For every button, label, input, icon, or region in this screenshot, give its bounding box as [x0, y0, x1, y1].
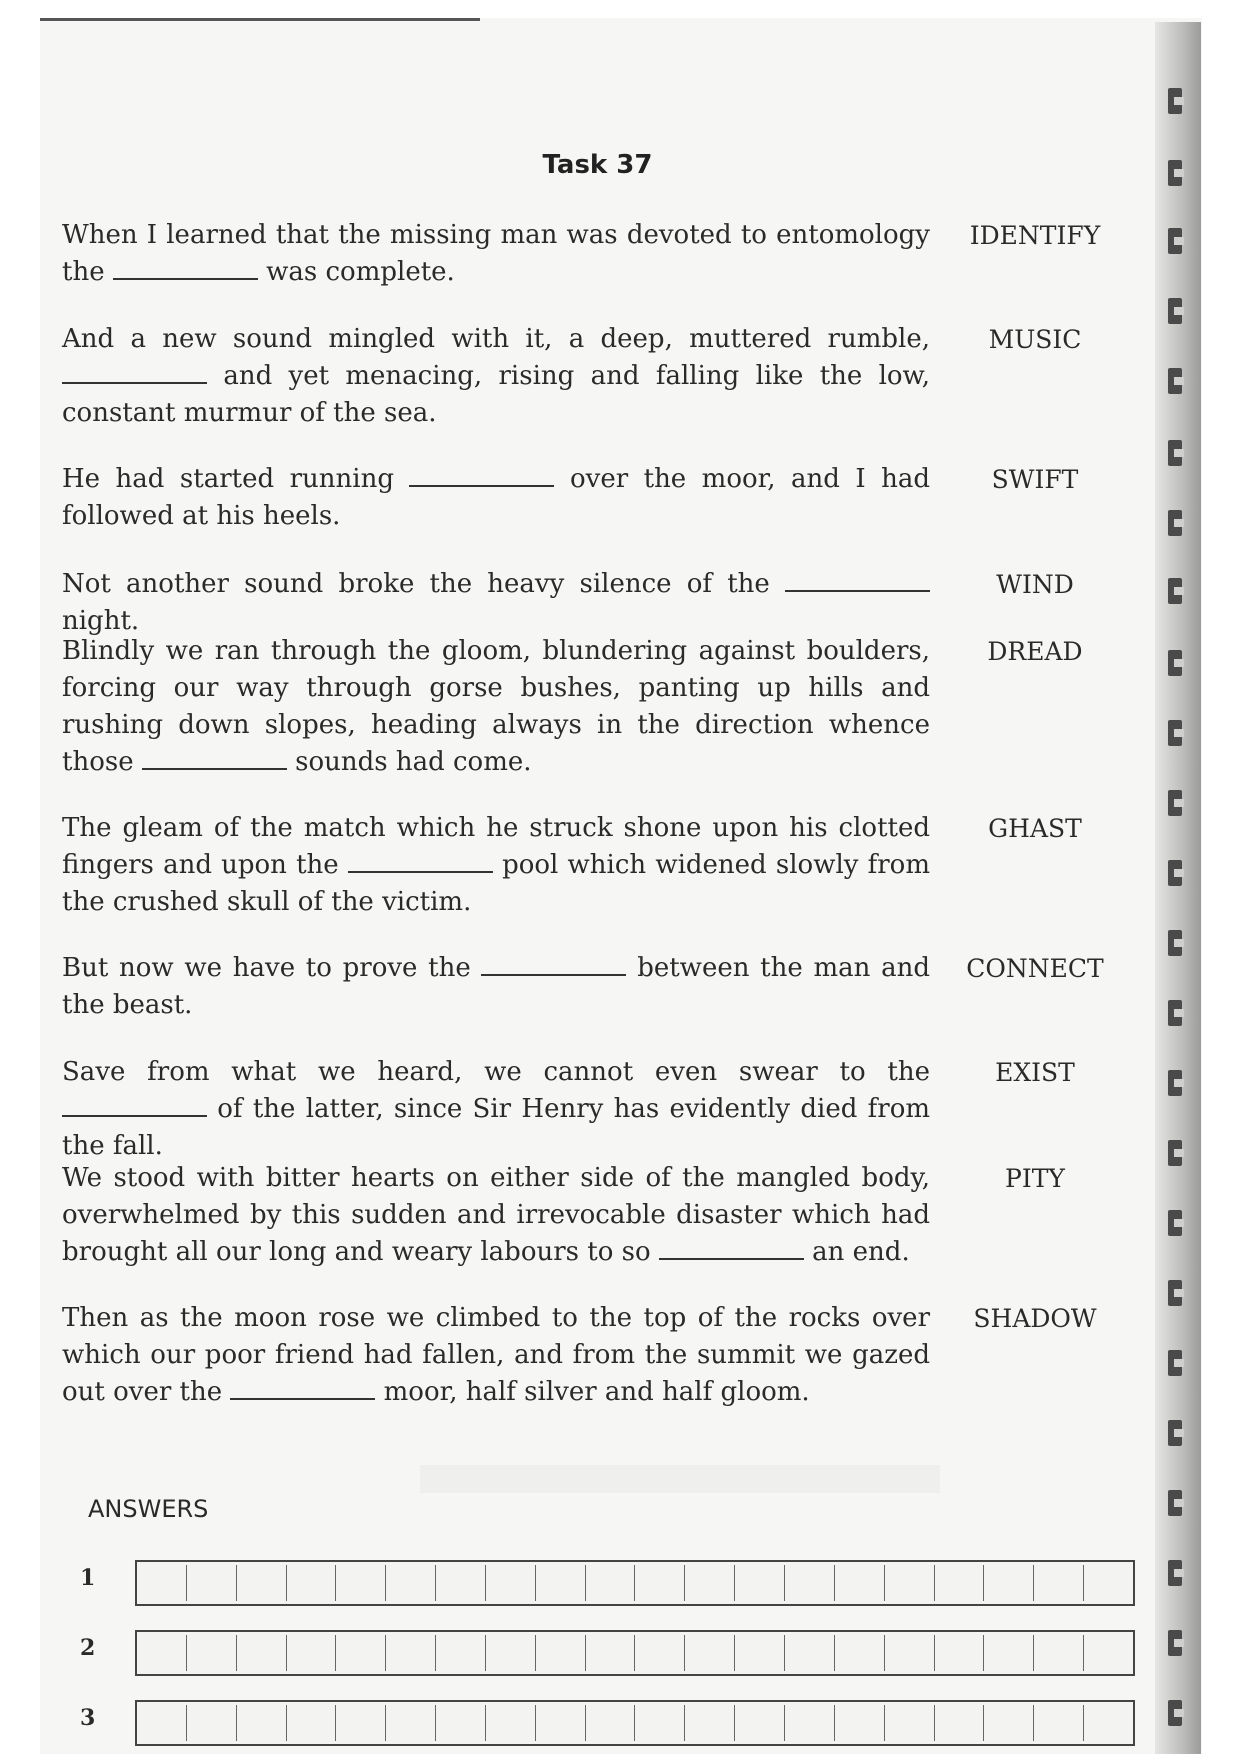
exercise-item-5: Blindly we ran through the gloom, blundering against boulders, forcing our way through gorse bushes, panting up hills and rushing down slopes, heading always in the direction whence those sounds had come.: [62, 636, 930, 777]
spiral-ring: [1168, 1210, 1182, 1236]
answer-cell[interactable]: [137, 1565, 187, 1601]
answer-cell[interactable]: [835, 1565, 885, 1601]
spiral-ring: [1168, 298, 1182, 324]
answer-cell[interactable]: [785, 1565, 835, 1601]
spiral-ring: [1168, 88, 1182, 114]
answer-cell[interactable]: [187, 1705, 237, 1741]
answer-cell[interactable]: [436, 1565, 486, 1601]
answer-cell[interactable]: [935, 1705, 985, 1741]
answer-cell[interactable]: [237, 1565, 287, 1601]
answer-cell[interactable]: [935, 1565, 985, 1601]
spiral-ring: [1168, 368, 1182, 394]
spiral-ring: [1168, 1070, 1182, 1096]
answer-cell[interactable]: [386, 1705, 436, 1741]
spiral-ring: [1168, 1700, 1182, 1726]
answer-cell[interactable]: [187, 1635, 237, 1671]
answer-gap: [62, 362, 207, 384]
answer-gap: [659, 1238, 804, 1260]
exercise-item-8: Save from what we heard, we cannot even swear to the of the latter, since Sir Henry has evidently died from the fall.: [62, 1057, 930, 1161]
answer-gap: [409, 465, 554, 487]
answer-cell[interactable]: [287, 1635, 337, 1671]
exercise-item-3: He had started running over the moor, and I had followed at his heels.: [62, 464, 930, 531]
answer-gap: [62, 1095, 207, 1117]
answer-cell[interactable]: [137, 1635, 187, 1671]
answer-grid-1[interactable]: [135, 1560, 1135, 1606]
answer-cell[interactable]: [785, 1635, 835, 1671]
spiral-ring: [1168, 1630, 1182, 1656]
exercise-item-6: The gleam of the match which he struck shone upon his clotted fingers and upon the pool which widened slowly from the crushed skull of the victim.: [62, 813, 930, 917]
answer-cell[interactable]: [1084, 1635, 1133, 1671]
answer-cell[interactable]: [486, 1565, 536, 1601]
answer-grid-2[interactable]: [135, 1630, 1135, 1676]
answer-cell[interactable]: [984, 1565, 1034, 1601]
answers-heading: ANSWERS: [88, 1495, 209, 1523]
answer-cell[interactable]: [336, 1565, 386, 1601]
answer-cell[interactable]: [685, 1635, 735, 1671]
spiral-ring: [1168, 1560, 1182, 1586]
answer-cell[interactable]: [635, 1635, 685, 1671]
answer-row-number: 2: [80, 1635, 96, 1661]
answer-cell[interactable]: [536, 1565, 586, 1601]
answer-cell[interactable]: [835, 1635, 885, 1671]
answer-cell[interactable]: [536, 1635, 586, 1671]
answer-cell[interactable]: [187, 1565, 237, 1601]
spiral-ring: [1168, 860, 1182, 886]
answer-gap: [113, 258, 258, 280]
answer-cell[interactable]: [287, 1565, 337, 1601]
keyword-5: DREAD: [987, 637, 1083, 666]
answer-cell[interactable]: [635, 1565, 685, 1601]
answer-cell[interactable]: [486, 1635, 536, 1671]
answer-cell[interactable]: [685, 1705, 735, 1741]
answer-cell[interactable]: [237, 1705, 287, 1741]
answer-row-number: 1: [80, 1565, 96, 1591]
exercise-item-10: Then as the moon rose we climbed to the top of the rocks over which our poor friend had fallen, and from the summit we gazed out over the moor, half silver and half gloom.: [62, 1303, 930, 1407]
spiral-ring: [1168, 1350, 1182, 1376]
spiral-ring: [1168, 228, 1182, 254]
answer-cell[interactable]: [1034, 1705, 1084, 1741]
keyword-2: MUSIC: [988, 325, 1082, 354]
keyword-3: SWIFT: [991, 465, 1079, 494]
answer-cell[interactable]: [586, 1705, 636, 1741]
answer-cell[interactable]: [536, 1705, 586, 1741]
keyword-7: CONNECT: [966, 954, 1104, 983]
keyword-6: GHAST: [988, 814, 1082, 843]
answer-cell[interactable]: [336, 1705, 386, 1741]
keyword-1: IDENTIFY: [969, 221, 1101, 250]
answer-cell[interactable]: [287, 1705, 337, 1741]
answer-cell[interactable]: [885, 1565, 935, 1601]
exercise-item-2: And a new sound mingled with it, a deep, muttered rumble, and yet menacing, rising and falling like the low, constant murmur of the sea.: [62, 324, 930, 428]
answer-cell[interactable]: [336, 1635, 386, 1671]
spiral-ring: [1168, 1420, 1182, 1446]
spiral-ring: [1168, 720, 1182, 746]
answer-cell[interactable]: [1084, 1705, 1133, 1741]
answer-cell[interactable]: [984, 1635, 1034, 1671]
answer-cell[interactable]: [137, 1705, 187, 1741]
spiral-ring: [1168, 1490, 1182, 1516]
exercise-item-9: We stood with bitter hearts on either side of the mangled body, overwhelmed by this sudden and irrevocable disaster which had brought all our long and weary labours to so an end.: [62, 1163, 930, 1267]
spiral-ring: [1168, 790, 1182, 816]
spiral-ring: [1168, 510, 1182, 536]
exercise-item-7: But now we have to prove the between the man and the beast.: [62, 953, 931, 1020]
spiral-ring: [1168, 930, 1182, 956]
answer-cell[interactable]: [586, 1565, 636, 1601]
answer-cell[interactable]: [835, 1705, 885, 1741]
answer-cell[interactable]: [486, 1705, 536, 1741]
answer-row-number: 3: [80, 1705, 96, 1731]
exercise-item-4: Not another sound broke the heavy silence of the night.: [62, 566, 930, 640]
answer-cell[interactable]: [1034, 1635, 1084, 1671]
answer-cell[interactable]: [635, 1705, 685, 1741]
keyword-8: EXIST: [995, 1058, 1075, 1087]
answer-cell[interactable]: [735, 1565, 785, 1601]
page-title: Task 37: [542, 150, 653, 180]
answer-cell[interactable]: [386, 1635, 436, 1671]
spiral-ring: [1168, 1140, 1182, 1166]
answer-cell[interactable]: [885, 1635, 935, 1671]
answer-cell[interactable]: [586, 1635, 636, 1671]
answer-grid-3[interactable]: [135, 1700, 1135, 1746]
keyword-10: SHADOW: [973, 1304, 1097, 1333]
scan-shadow: [420, 1465, 940, 1493]
answer-cell[interactable]: [735, 1705, 785, 1741]
answer-cell[interactable]: [237, 1635, 287, 1671]
answer-gap: [785, 570, 930, 592]
answer-cell[interactable]: [1084, 1565, 1133, 1601]
answer-cell[interactable]: [1034, 1565, 1084, 1601]
answer-gap: [230, 1378, 375, 1400]
top-rule: [40, 18, 480, 21]
answer-cell[interactable]: [785, 1705, 835, 1741]
answer-gap: [142, 748, 287, 770]
keyword-9: PITY: [1005, 1164, 1065, 1193]
keyword-4: WIND: [996, 570, 1074, 599]
spiral-ring: [1168, 1000, 1182, 1026]
answer-cell[interactable]: [984, 1705, 1034, 1741]
spiral-ring: [1168, 650, 1182, 676]
answer-gap: [348, 851, 493, 873]
answer-cell[interactable]: [885, 1705, 935, 1741]
exercise-item-1: When I learned that the missing man was devoted to entomology the was complete.: [62, 220, 930, 287]
spiral-ring: [1168, 1280, 1182, 1306]
answer-gap: [481, 954, 626, 976]
answer-cell[interactable]: [935, 1635, 985, 1671]
answer-cell[interactable]: [436, 1635, 486, 1671]
answer-cell[interactable]: [436, 1705, 486, 1741]
spiral-ring: [1168, 578, 1182, 604]
answer-cell[interactable]: [386, 1565, 436, 1601]
answer-cell[interactable]: [735, 1635, 785, 1671]
spiral-ring: [1168, 440, 1182, 466]
answer-cell[interactable]: [685, 1565, 735, 1601]
